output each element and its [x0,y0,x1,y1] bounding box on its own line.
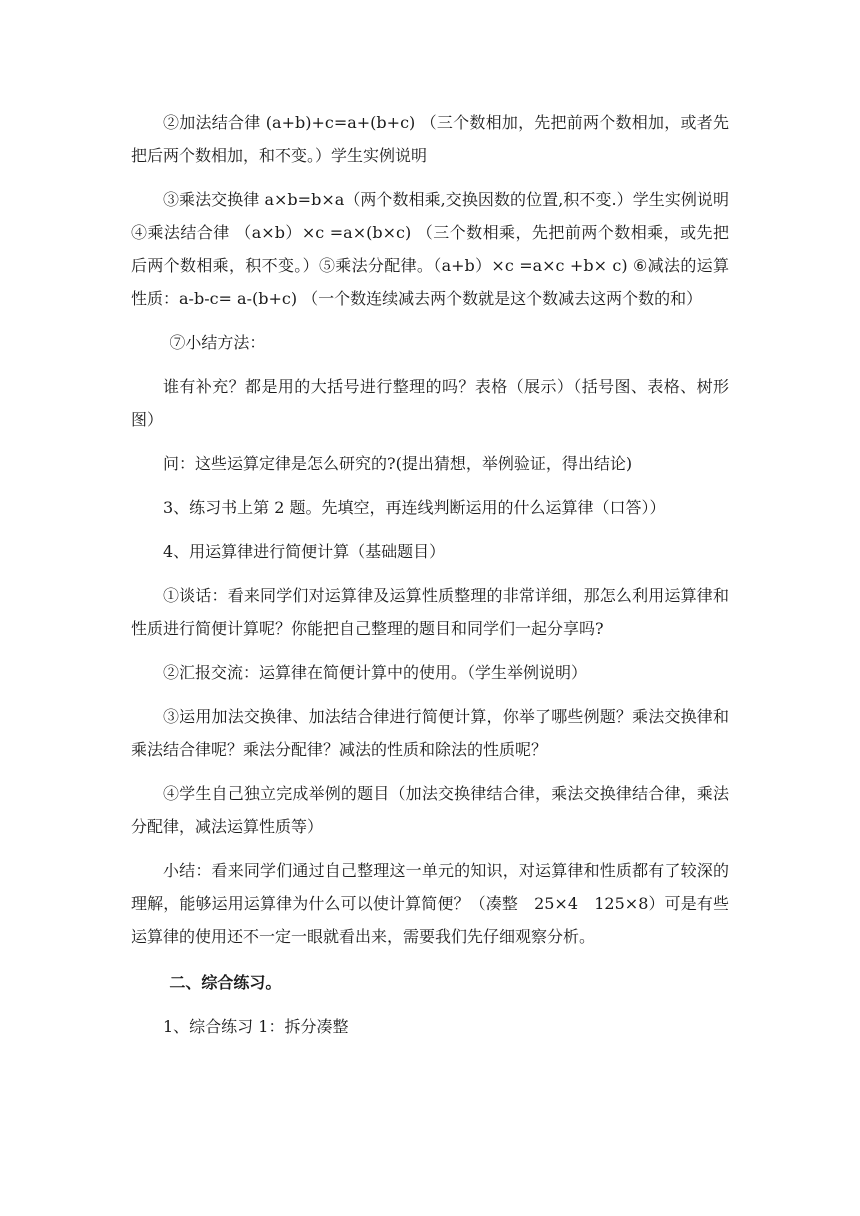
paragraph-addition-associative: ②加法结合律 (a+b)+c=a+(b+c) （三个数相加，先把前两个数相加，或者先把后两个数相加，和不变。）学生实例说明 [131,113,729,165]
paragraph-apply-laws: ③运用加法交换律、加法结合律进行简便计算，你举了哪些例题？乘法交换律和乘法结合律呢？乘法分配律？减法的性质和除法的性质呢？ [131,707,729,759]
paragraph-summary-method: ⑦小结方法： [169,333,266,352]
section-heading-comprehensive-practice: 二、综合练习。 [169,973,282,992]
paragraph-independent-work: ④学生自己独立完成举例的题目（加法交换律结合律，乘法交换律结合律，乘法分配律，减法运算性质等） [131,784,729,836]
paragraph-report: ②汇报交流：运算律在简便计算中的使用。（学生举例说明） [163,663,588,682]
paragraph-summary: 小结：看来同学们通过自己整理这一单元的知识，对运算律和性质都有了较深的理解，能够运用运算律为什么可以使计算简便？（凑整 25×4 125×8）可是有些运算律的使用还不一定一眼就看出来，需要我们先仔细观察分析。 [131,861,729,946]
paragraph-research-question: 问：这些运算定律是怎么研究的?(提出猜想，举例验证，得出结论) [163,454,633,473]
paragraph-multiplication-laws: ③乘法交换律 a×b=b×a（两个数相乘,交换因数的位置,积不变.）学生实例说明 ④乘法结合律 （a×b）×c =a×(b×c) （三个数相乘，先把前两个数相乘，或先把后两个数相乘，积不变。）⑤乘法分配律。（a+b）×c =a×c +b× c) ⑥减法的运算性质：a-b-c= a-(b+c) （一个数连续减去两个数就是这个数减去这两个数的和） [131,190,729,308]
paragraph-talk: ①谈话：看来同学们对运算律及运算性质整理的非常详细，那怎么利用运算律和性质进行简便计算呢？你能把自己整理的题目和同学们一起分享吗? [131,586,729,638]
paragraph-supplement-question: 谁有补充？都是用的大括号进行整理的吗？表格（展示）（括号图、表格、树形图） [131,377,729,429]
paragraph-practice-1: 1、综合练习 1：拆分凑整 [163,1017,349,1036]
paragraph-exercise-4: 4、用运算律进行简便计算（基础题目） [163,542,446,561]
paragraph-exercise-3: 3、练习书上第 2 题。先填空，再连线判断运用的什么运算律（口答）） [163,498,666,517]
document-body [131,106,729,1043]
